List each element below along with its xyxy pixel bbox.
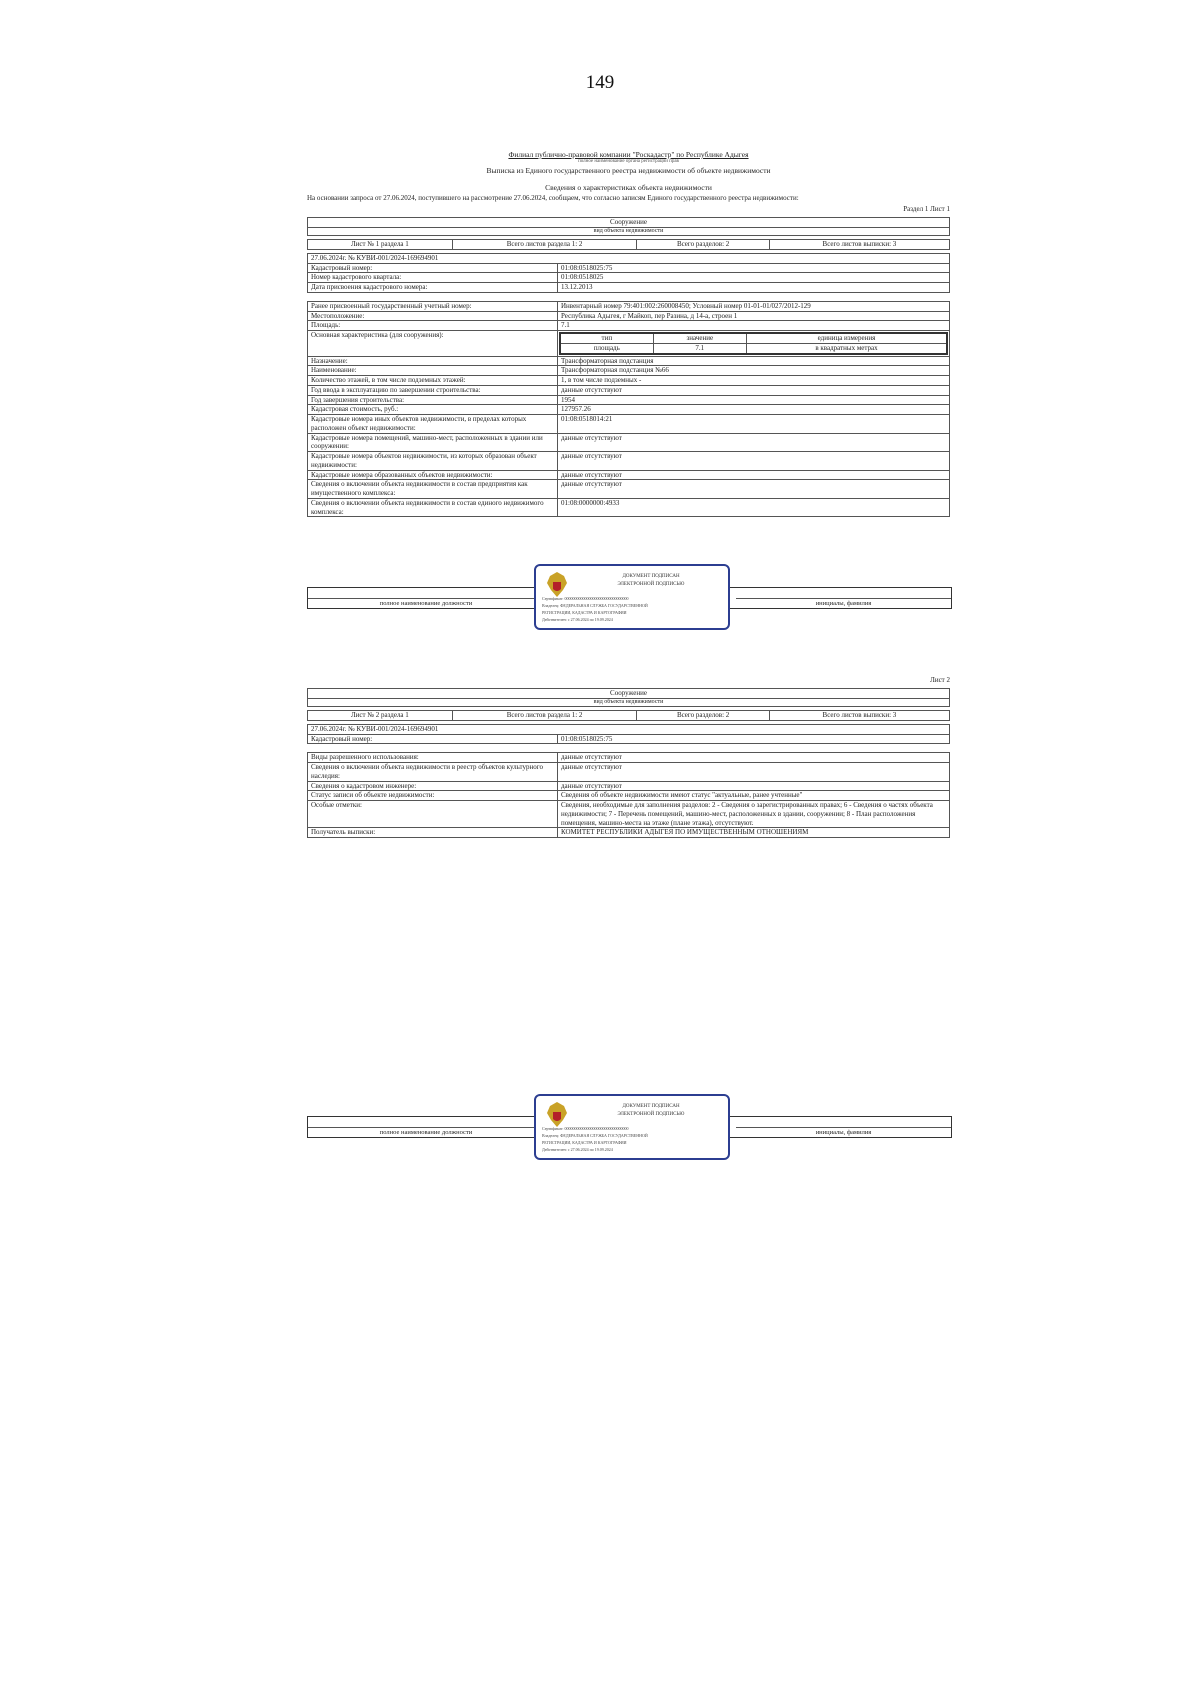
- object-type: Сооружение: [308, 688, 950, 698]
- count-cell: Всего листов раздела 1: 2: [452, 240, 637, 250]
- field-label: Номер кадастрового квартала:: [308, 273, 558, 283]
- table-row: [308, 763, 950, 782]
- field-label: Кадастровый номер:: [308, 263, 558, 273]
- object-type-caption: вид объекта недвижимости: [308, 227, 950, 236]
- sheet-counts: [307, 710, 950, 721]
- field-value: данные отсутствуют: [558, 433, 950, 452]
- organization-name: Филиал публично-правовой компании "Роскадастр" по Республике Адыгея: [508, 150, 749, 159]
- char-header: значение: [653, 333, 746, 343]
- object-details-table: [307, 752, 950, 838]
- field-value: 1, в том числе подземных -: [558, 376, 950, 386]
- request-date-number: 27.06.2024г. № КУВИ-001/2024-169694901: [308, 253, 950, 263]
- field-label: Получатель выписки:: [308, 828, 558, 838]
- object-type-box: [307, 688, 950, 707]
- char-value: 7.1: [653, 343, 746, 353]
- meta-row: [308, 273, 950, 283]
- field-label: Наименование:: [308, 366, 558, 376]
- field-value: 01:08:0518025: [558, 273, 950, 283]
- request-date-number: 27.06.2024г. № КУВИ-001/2024-169694901: [308, 724, 950, 734]
- field-label: Виды разрешенного использования:: [308, 753, 558, 763]
- stamp-detail: Сертификат: 00000000000000000000000000000000: [542, 1126, 629, 1131]
- table-row: [308, 781, 950, 791]
- table-row: [308, 376, 950, 386]
- object-type: Сооружение: [308, 217, 950, 227]
- field-label: Дата присвоения кадастрового номера:: [308, 283, 558, 293]
- field-value: Инвентарный номер 79:401:002:260008450; Условный номер 01-01-01/027/2012-129: [558, 301, 950, 311]
- field-label: Кадастровый номер:: [308, 734, 558, 744]
- field-label: Кадастровая стоимость, руб.:: [308, 405, 558, 415]
- main-characteristic-cell: [558, 331, 950, 357]
- table-row: [308, 753, 950, 763]
- count-cell: Всего разделов: 2: [637, 711, 769, 721]
- field-value: 01:08:0000000:4933: [558, 498, 950, 517]
- count-cell: Всего разделов: 2: [637, 240, 769, 250]
- table-row: [308, 415, 950, 434]
- field-label: Сведения о включении объекта недвижимости в реестр объектов культурного наследия:: [308, 763, 558, 782]
- table-row: [308, 301, 950, 311]
- table-row: [308, 385, 950, 395]
- request-basis: На основании запроса от 27.06.2024, поступившего на рассмотрение 27.06.2024, сообщаем, что согласно записям Единого государственного реестра недвижимости:: [307, 194, 799, 203]
- extract-sheet-2: [307, 674, 950, 838]
- field-label: Ранее присвоенный государственный учетный номер:: [308, 301, 558, 311]
- field-label: Основная характеристика (для сооружения):: [308, 331, 558, 357]
- char-header: тип: [560, 333, 653, 343]
- meta-row: [308, 734, 950, 744]
- field-label: Сведения о включении объекта недвижимости в состав предприятия как имущественного комплекса:: [308, 480, 558, 499]
- field-value: 13.12.2013: [558, 283, 950, 293]
- field-value: данные отсутствуют: [558, 385, 950, 395]
- table-row: [308, 828, 950, 838]
- table-row: [308, 356, 950, 366]
- field-label: Количество этажей, в том числе подземных этажей:: [308, 376, 558, 386]
- position-caption: полное наименование должности: [308, 598, 544, 609]
- field-value: 01:08:0518014:21: [558, 415, 950, 434]
- position-caption: полное наименование должности: [308, 1127, 544, 1138]
- field-value: 127957.26: [558, 405, 950, 415]
- stamp-detail: Действителен: с 27.06.2024 по 19.09.2024: [542, 1147, 613, 1152]
- stamp-detail: Действителен: с 27.06.2024 по 19.09.2024: [542, 617, 613, 622]
- stamp-title: ЭЛЕКТРОННОЙ ПОДПИСЬЮ: [617, 1112, 685, 1117]
- registration-meta: [307, 253, 950, 293]
- object-characteristics-table: [307, 301, 950, 518]
- field-value: Трансформаторная подстанция №66: [558, 366, 950, 376]
- object-type-caption: вид объекта недвижимости: [308, 698, 950, 707]
- stamp-detail: РЕГИСТРАЦИИ, КАДАСТРА И КАРТОГРАФИИ: [542, 610, 627, 615]
- count-cell: Лист № 1 раздела 1: [308, 240, 453, 250]
- stamp-detail: Сертификат: 00000000000000000000000000000000: [542, 596, 629, 601]
- stamp-detail: Владелец: ФЕДЕРАЛЬНАЯ СЛУЖБА ГОСУДАРСТВЕННОЙ: [542, 1133, 648, 1138]
- electronic-signature-stamp: [534, 1094, 730, 1160]
- table-row: [308, 405, 950, 415]
- field-value: данные отсутствуют: [558, 753, 950, 763]
- count-cell: Лист № 2 раздела 1: [308, 711, 453, 721]
- table-row: [308, 791, 950, 801]
- char-header: единица измерения: [746, 333, 947, 343]
- field-label: Местоположение:: [308, 311, 558, 321]
- field-value: 01:08:0518025:75: [558, 263, 950, 273]
- main-characteristic-table: [559, 332, 948, 355]
- char-value: в квадратных метрах: [746, 343, 947, 353]
- sheet-counts: [307, 239, 950, 250]
- field-label: Кадастровые номера объектов недвижимости, из которых образован объект недвижимости:: [308, 452, 558, 471]
- table-row: [308, 366, 950, 376]
- sheet-reference: Раздел 1 Лист 1: [903, 205, 950, 214]
- field-value: Республика Адыгея, г Майкоп, пер Разина, д 14-а, строен 1: [558, 311, 950, 321]
- table-row: [308, 331, 950, 357]
- object-type-box: [307, 217, 950, 236]
- page-number: 149: [585, 72, 615, 93]
- field-value: данные отсутствуют: [558, 470, 950, 480]
- table-row: [308, 395, 950, 405]
- table-row: [308, 321, 950, 331]
- field-value: данные отсутствуют: [558, 480, 950, 499]
- table-row: [308, 452, 950, 471]
- table-row: [308, 470, 950, 480]
- organization-caption: полное наименование органа регистрации прав: [578, 159, 679, 165]
- extract-sheet-1: [307, 150, 950, 517]
- count-cell: Всего листов раздела 1: 2: [452, 711, 637, 721]
- electronic-signature-stamp: [534, 564, 730, 630]
- document-title: Выписка из Единого государственного реестра недвижимости об объекте недвижимости: [486, 165, 771, 175]
- stamp-title: ЭЛЕКТРОННОЙ ПОДПИСЬЮ: [617, 582, 685, 587]
- count-cell: Всего листов выписки: 3: [769, 240, 949, 250]
- table-row: [308, 498, 950, 517]
- stamp-title: ДОКУМЕНТ ПОДПИСАН: [622, 1104, 680, 1109]
- registration-meta: [307, 724, 950, 745]
- field-value: данные отсутствуют: [558, 452, 950, 471]
- field-value: данные отсутствуют: [558, 763, 950, 782]
- stamp-title: ДОКУМЕНТ ПОДПИСАН: [622, 574, 680, 579]
- field-label: Площадь:: [308, 321, 558, 331]
- field-label: Год завершения строительства:: [308, 395, 558, 405]
- field-value: 01:08:0518025:75: [558, 734, 950, 744]
- field-value: Сведения, необходимые для заполнения разделов: 2 - Сведения о зарегистрированных правах; 6 - Сведения о частях объекта недвижимости; 7 - Перечень помещений, машино-мест, расположенных в здании, сооружении; 8 - План расположения помещения, машино-места на этаже (плане этажа), отсутствуют.: [558, 801, 950, 828]
- field-label: Кадастровые номера образованных объектов недвижимости:: [308, 470, 558, 480]
- field-label: Кадастровые номера помещений, машино-мест, расположенных в здании или сооружении:: [308, 433, 558, 452]
- field-label: Статус записи об объекте недвижимости:: [308, 791, 558, 801]
- table-row: [308, 311, 950, 321]
- field-value: Сведения об объекте недвижимости имеют статус "актуальные, ранее учтенные": [558, 791, 950, 801]
- table-row: [308, 480, 950, 499]
- char-value: площадь: [560, 343, 653, 353]
- field-value: 1954: [558, 395, 950, 405]
- table-row: [308, 433, 950, 452]
- field-value: 7.1: [558, 321, 950, 331]
- count-cell: Всего листов выписки: 3: [769, 711, 949, 721]
- field-label: Сведения о кадастровом инженере:: [308, 781, 558, 791]
- stamp-detail: РЕГИСТРАЦИИ, КАДАСТРА И КАРТОГРАФИИ: [542, 1140, 627, 1145]
- field-value: Трансформаторная подстанция: [558, 356, 950, 366]
- field-label: Год ввода в эксплуатацию по завершении строительства:: [308, 385, 558, 395]
- field-value: КОМИТЕТ РЕСПУБЛИКИ АДЫГЕЯ ПО ИМУЩЕСТВЕННЫМ ОТНОШЕНИЯМ: [558, 828, 950, 838]
- meta-row: [308, 263, 950, 273]
- meta-row: [308, 283, 950, 293]
- name-caption: инициалы, фамилия: [736, 1127, 951, 1138]
- field-label: Назначение:: [308, 356, 558, 366]
- field-label: Сведения о включении объекта недвижимости в состав единого недвижимого комплекса:: [308, 498, 558, 517]
- field-label: Кадастровые номера иных объектов недвижимости, в пределах которых расположен объект недвижимости:: [308, 415, 558, 434]
- field-value: данные отсутствуют: [558, 781, 950, 791]
- sheet-reference: Лист 2: [930, 676, 950, 684]
- field-label: Особые отметки:: [308, 801, 558, 828]
- table-row: [308, 801, 950, 828]
- stamp-detail: Владелец: ФЕДЕРАЛЬНАЯ СЛУЖБА ГОСУДАРСТВЕННОЙ: [542, 603, 648, 608]
- name-caption: инициалы, фамилия: [736, 598, 951, 609]
- document-subtitle: Сведения о характеристиках объекта недвижимости: [545, 183, 712, 192]
